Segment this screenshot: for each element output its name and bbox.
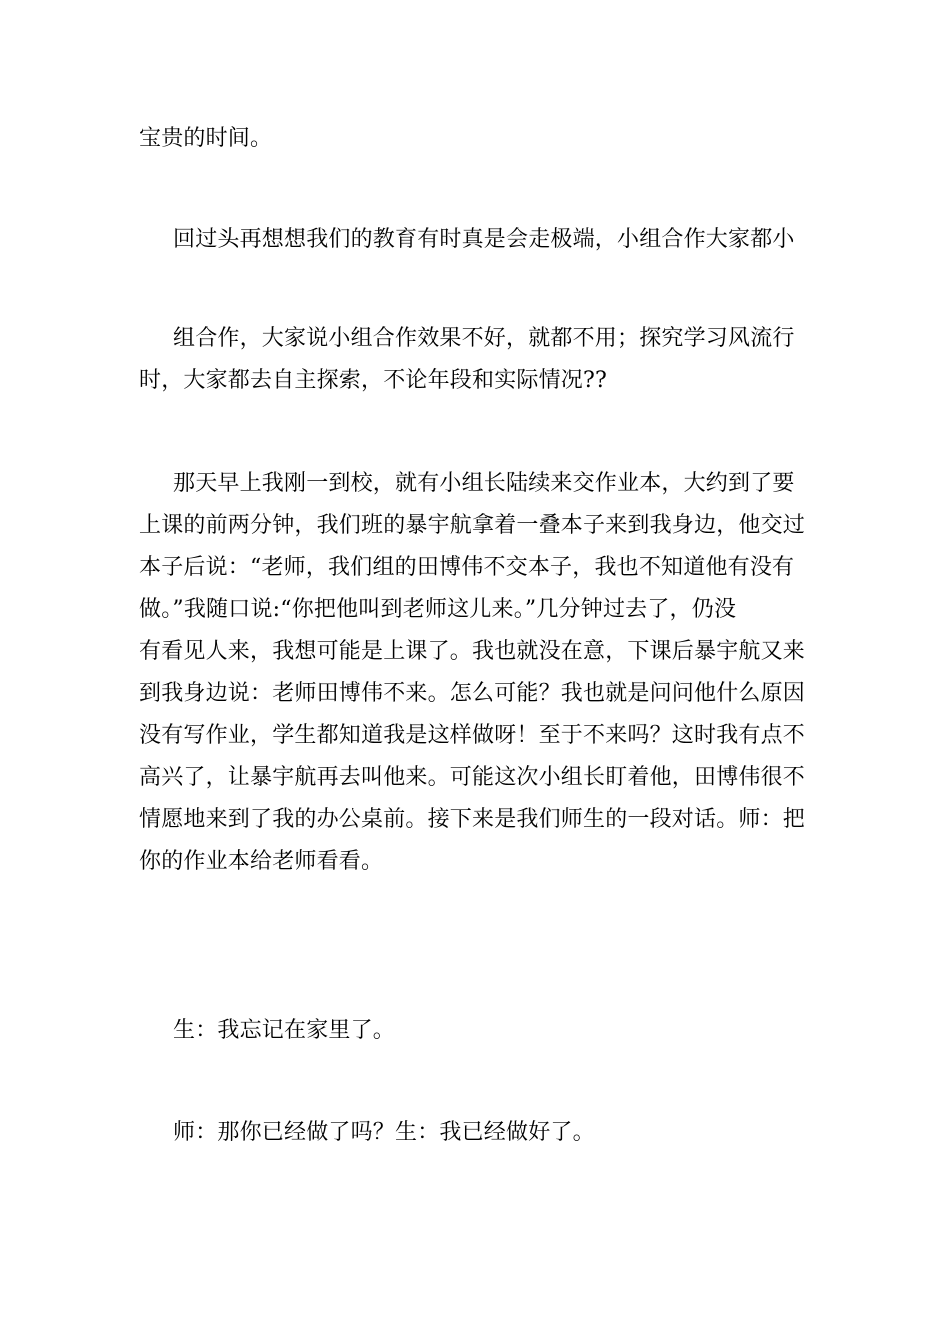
paragraph-1	[139, 118, 829, 160]
paragraph-line: 高兴了，让暴宇航再去叫他来。可能这次小组长盯着他，田博伟很不	[139, 765, 806, 790]
paragraph-line: 本子后说：“老师，我们组的田博伟不交本子，我也不知道他有没有	[139, 555, 795, 580]
paragraph-line: 宝贵的时间。	[139, 126, 273, 151]
paragraph-line: 那天早上我刚一到校，就有小组长陆续来交作业本，大约到了要	[173, 471, 795, 496]
paragraph-line: 你的作业本给老师看看。	[139, 849, 384, 874]
paragraph-line: 做。”我随口说:“你把他叫到老师这儿来。”几分钟过去了，仍没	[139, 597, 737, 622]
paragraph-line: 有看见人来，我想可能是上课了。我也就没在意，下课后暴宇航又来	[139, 639, 806, 664]
paragraph-line: 时，大家都去自主探索，不论年段和实际情况??	[139, 368, 607, 393]
paragraph-2	[139, 219, 829, 261]
paragraph-4	[139, 463, 829, 883]
paragraph-line: 组合作，大家说小组合作效果不好，就都不用；探究学习风流行	[173, 326, 795, 351]
paragraph-line: 生：我忘记在家里了。	[173, 1018, 396, 1043]
paragraph-line: 回过头再想想我们的教育有时真是会走极端，小组合作大家都小	[173, 227, 795, 252]
paragraph-6	[139, 1112, 829, 1154]
paragraph-line: 到我身边说：老师田博伟不来。怎么可能？我也就是问问他什么原因	[139, 681, 806, 706]
paragraph-line: 上课的前两分钟，我们班的暴宇航拿着一叠本子来到我身边，他交过	[139, 513, 806, 538]
paragraph-line: 没有写作业，学生都知道我是这样做呀！至于不来吗？这时我有点不	[139, 723, 806, 748]
paragraph-line: 情愿地来到了我的办公桌前。接下来是我们师生的一段对话。师：把	[139, 807, 806, 832]
paragraph-line: 师：那你已经做了吗？生：我已经做好了。	[173, 1120, 595, 1145]
paragraph-5	[139, 1010, 829, 1052]
paragraph-3	[139, 318, 829, 402]
